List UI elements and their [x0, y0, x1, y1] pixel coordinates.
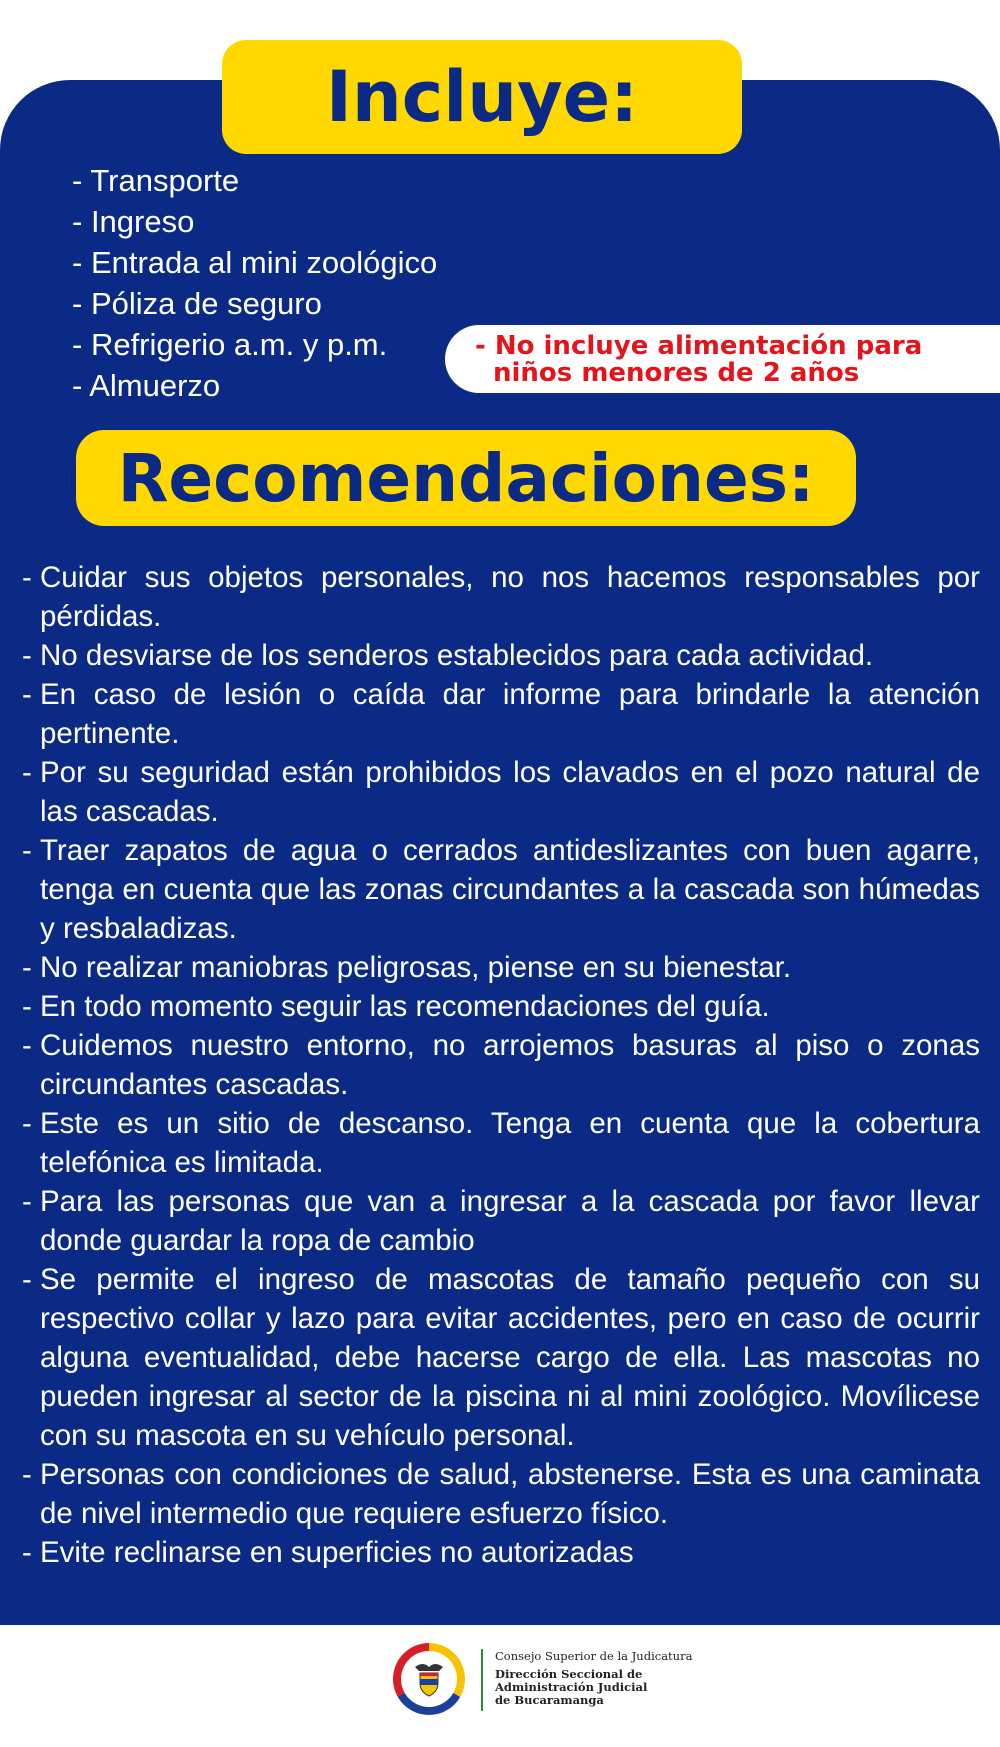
- shield-icon: [409, 1659, 449, 1699]
- recommendation-item: - Se permite el ingreso de mascotas de tamaño pequeño con su respectivo collar y lazo para evitar accidentes, pero en caso de ocurrir alguna eventualidad, debe hacerse cargo de ella. Las mascotas no pueden ingresar al sector de la piscina ni al mini zoológico. Movílicese con su mascota en su vehículo personal.: [22, 1260, 980, 1455]
- recommendation-item: - No desviarse de los senderos establecidos para cada actividad.: [22, 636, 980, 675]
- recommendation-item: - Personas con condiciones de salud, abstenerse. Esta es una caminata de nivel intermedio que requiere esfuerzo físico.: [22, 1455, 980, 1533]
- org-directorate-name: [495, 1668, 647, 1707]
- includes-item: - Póliza de seguro: [72, 283, 437, 324]
- org-council-name: Consejo Superior de la Judicatura: [495, 1649, 693, 1663]
- recommendation-item: - Traer zapatos de agua o cerrados antideslizantes con buen agarre, tenga en cuenta que las zonas circundantes a la cascada son húmedas y resbaladizas.: [22, 831, 980, 948]
- org-line: Administración Judicial: [495, 1680, 648, 1694]
- includes-item: - Entrada al mini zoológico: [72, 242, 437, 283]
- exclusion-note: [445, 325, 1000, 393]
- org-line: Dirección Seccional de: [495, 1667, 643, 1681]
- footer: [0, 1625, 1000, 1747]
- footer-divider: [481, 1649, 483, 1711]
- recommendation-item: - Cuidemos nuestro entorno, no arrojemos basuras al piso o zonas circundantes cascadas.: [22, 1026, 980, 1104]
- includes-item: - Almuerzo: [72, 365, 437, 406]
- recommendation-item: - Evite reclinarse en superficies no autorizadas: [22, 1533, 980, 1572]
- includes-list: [72, 160, 437, 406]
- recommendation-item: - Por su seguridad están prohibidos los clavados en el pozo natural de las cascadas.: [22, 753, 980, 831]
- exclusion-note-line2: niños menores de 2 años: [493, 358, 860, 388]
- includes-item: - Refrigerio a.m. y p.m.: [72, 324, 437, 365]
- includes-item: - Ingreso: [72, 201, 437, 242]
- coat-of-arms-logo: [393, 1643, 465, 1715]
- includes-item: - Transporte: [72, 160, 437, 201]
- includes-title: Incluye:: [222, 40, 742, 154]
- recommendation-item: - No realizar maniobras peligrosas, piense en su bienestar.: [22, 948, 980, 987]
- recommendations-title: Recomendaciones:: [76, 430, 856, 526]
- recommendation-item: - Para las personas que van a ingresar a la cascada por favor llevar donde guardar la ropa de cambio: [22, 1182, 980, 1260]
- recommendations-list: [22, 558, 980, 1572]
- recommendation-item: - En caso de lesión o caída dar informe para brindarle la atención pertinente.: [22, 675, 980, 753]
- recommendation-item: - Cuidar sus objetos personales, no nos hacemos responsables por pérdidas.: [22, 558, 980, 636]
- org-line: de Bucaramanga: [495, 1693, 604, 1707]
- recommendation-item: - En todo momento seguir las recomendaciones del guía.: [22, 987, 980, 1026]
- recommendation-item: - Este es un sitio de descanso. Tenga en cuenta que la cobertura telefónica es limitada.: [22, 1104, 980, 1182]
- exclusion-note-line1: - No incluye alimentación para: [475, 331, 923, 361]
